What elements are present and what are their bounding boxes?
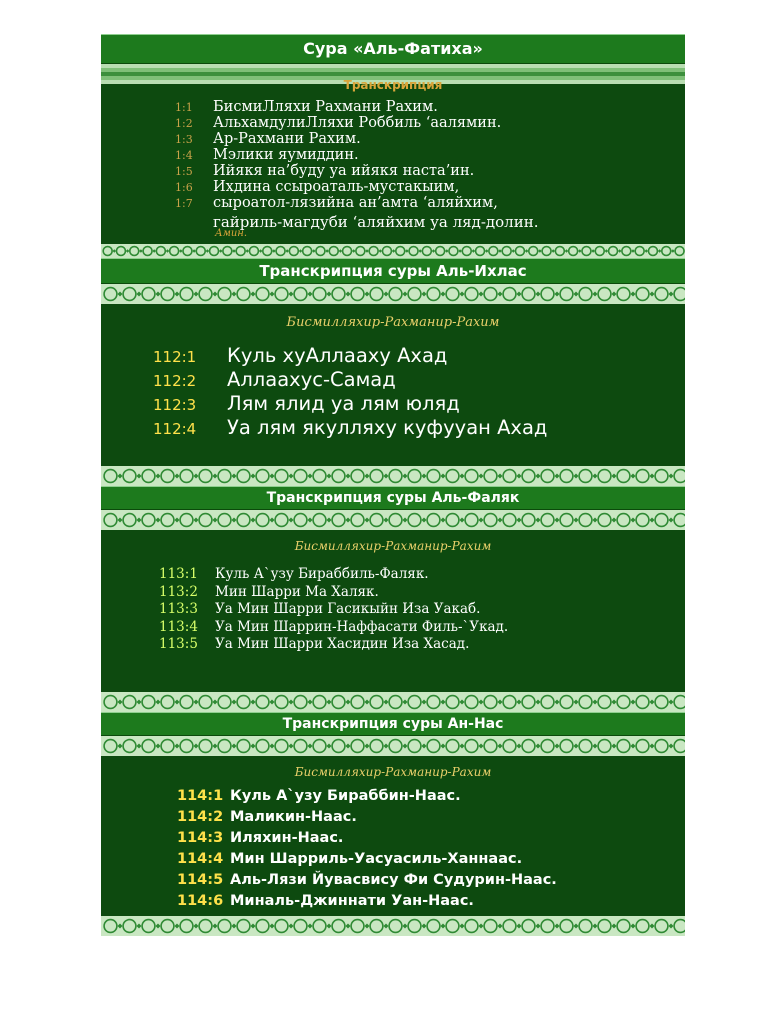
ikhlas-verse-number: 112:2 [153,372,197,390]
nas-verse-text: Куль А`узу Бираббин-Наас. [230,788,461,804]
fatiha-verse-row [175,115,501,131]
falaq-verse-text: Уа Мин Шарри Хасидин Иза Хасад. [215,636,470,652]
falaq-bottom-ornament [101,692,685,712]
nas-verse-row [177,851,522,867]
ikhlas-verse-row [153,368,396,391]
fatiha-verse-number: 1:1 [175,101,193,114]
falaq-top-ornament [101,510,685,530]
fatiha-verse-text: Мэлики яумиддин. [213,147,359,163]
nas-verse-text: Мин Шарриль-Уасуасиль-Ханнаас. [230,851,523,867]
falaq-verse-row [159,601,480,617]
fatiha-title: Сура «Аль-Фатиха» [303,39,483,58]
ikhlas-verse-text: Уа лям якулляху куфууан Ахад [227,416,548,439]
ikhlas-basmala: Бисмилляхир-Рахманир-Рахим [286,315,500,330]
nas-verse-text: Иляхин-Наас. [230,830,344,846]
nas-title-bar [101,712,685,736]
fatiha-verse-number: 1:7 [175,197,193,210]
falaq-verse-number: 113:1 [159,566,198,582]
fatiha-verse-row [175,195,498,211]
falaq-verse-number: 113:2 [159,583,198,600]
fatiha-verse-row [175,147,359,163]
falaq-verse-number: 113:5 [159,636,198,652]
ikhlas-verse-row [153,392,460,415]
nas-verse-number: 114:6 [177,893,224,909]
fatiha-verse-number: 1:5 [175,165,193,178]
ikhlas-top-ornament [101,284,685,304]
nas-verse-number: 114:3 [177,830,224,846]
fatiha-verse-number: 1:4 [175,149,193,162]
falaq-title: Транскрипция суры Аль-Фаляк [266,490,520,506]
ikhlas-verse-text: Аллаахус-Самад [227,368,396,391]
ikhlas-bottom-ornament [101,466,685,486]
falaq-verse-row [159,566,429,582]
fatiha-title-bar [101,34,685,64]
ikhlas-verse-text: Лям ялид уа лям юляд [227,392,460,415]
falaq-verse-text: Куль А`узу Бираббиль-Фаляк. [215,566,429,582]
falaq-verse-text: Уа Мин Шаррин-Наффасати Филь-`Укад. [215,618,509,635]
fatiha-bottom-ornament [101,244,685,258]
falaq-verse-text: Мин Шарри Ма Халяк. [215,583,379,600]
nas-panel [101,756,685,916]
fatiha-amin: Амин. [215,228,248,239]
nas-verse-number: 114:4 [177,851,224,867]
ikhlas-verse-row [153,416,547,439]
ikhlas-verse-text: Куль хуАллааху Ахад [227,344,448,367]
falaq-verse-row [159,636,469,652]
falaq-verse-number: 113:4 [159,618,198,635]
fatiha-verse-row [175,99,438,115]
fatiha-panel [101,78,685,244]
falaq-panel [101,530,685,692]
nas-bottom-ornament [101,916,685,936]
fatiha-verse-number: 1:6 [175,181,193,194]
ikhlas-title-bar [101,258,685,284]
nas-verse-row [177,809,357,825]
nas-verse-number: 114:5 [177,872,224,888]
fatiha-verse-number: 1:3 [175,133,193,146]
ikhlas-title: Транскрипция суры Аль-Ихлас [259,262,527,280]
nas-verse-row [177,830,343,846]
nas-verse-number: 114:2 [177,809,224,825]
falaq-verse-row [159,619,508,635]
ikhlas-verse-row [153,344,447,367]
nas-verse-text: Аль-Лязи Йувасвису Фи Судурин-Наас. [230,872,557,888]
nas-verse-row [177,788,461,804]
ikhlas-verse-number: 112:3 [153,396,197,414]
fatiha-verse-number: 1:2 [175,117,193,130]
fatiha-verse-text: БисмиЛляхи Рахмани Рахим. [213,99,438,115]
nas-verse-row [177,893,474,909]
falaq-verse-text: Уа Мин Шарри Гасикыйн Иза Уакаб. [215,601,481,617]
nas-basmala: Бисмилляхир-Рахманир-Рахим [294,765,492,779]
ikhlas-verse-number: 112:1 [153,348,197,366]
ikhlas-verse-number: 112:4 [153,420,197,438]
nas-verse-number: 114:1 [177,788,224,804]
fatiha-verse-text: сыроатол-лязийна ан’амта ‘аляйхим, [213,195,498,211]
nas-title: Транскрипция суры Ан-Нас [282,716,504,732]
fatiha-verse-row [175,179,459,195]
fatiha-verse-text: АльхамдулиЛляхи Роббиль ‘аалямин. [213,115,502,131]
fatiha-verse-row [175,131,361,147]
ikhlas-panel [101,304,685,466]
fatiha-verse-text: Ихдина ссыроаталь-мустакыим, [213,179,460,195]
fatiha-subtitle: Транскрипция [343,78,443,92]
fatiha-verse-text: Ийякя на’буду уа ийякя наста’ин. [213,163,475,179]
fatiha-verse-7-continuation: гайриль-магдуби ‘аляйхим уа ляд-долин. [213,213,539,231]
nas-top-ornament [101,736,685,756]
nas-verse-text: Маликин-Наас. [230,809,357,825]
falaq-title-bar [101,486,685,510]
fatiha-verse-text: Ар-Рахмани Рахим. [213,131,361,147]
falaq-verse-row [159,584,379,600]
fatiha-verse-row [175,163,474,179]
falaq-verse-number: 113:3 [159,601,198,617]
nas-verse-text: Миналь-Джиннати Уан-Наас. [230,893,474,909]
document-sheet [101,34,685,936]
nas-verse-row [177,872,557,888]
falaq-basmala: Бисмилляхир-Рахманир-Рахим [294,539,492,553]
